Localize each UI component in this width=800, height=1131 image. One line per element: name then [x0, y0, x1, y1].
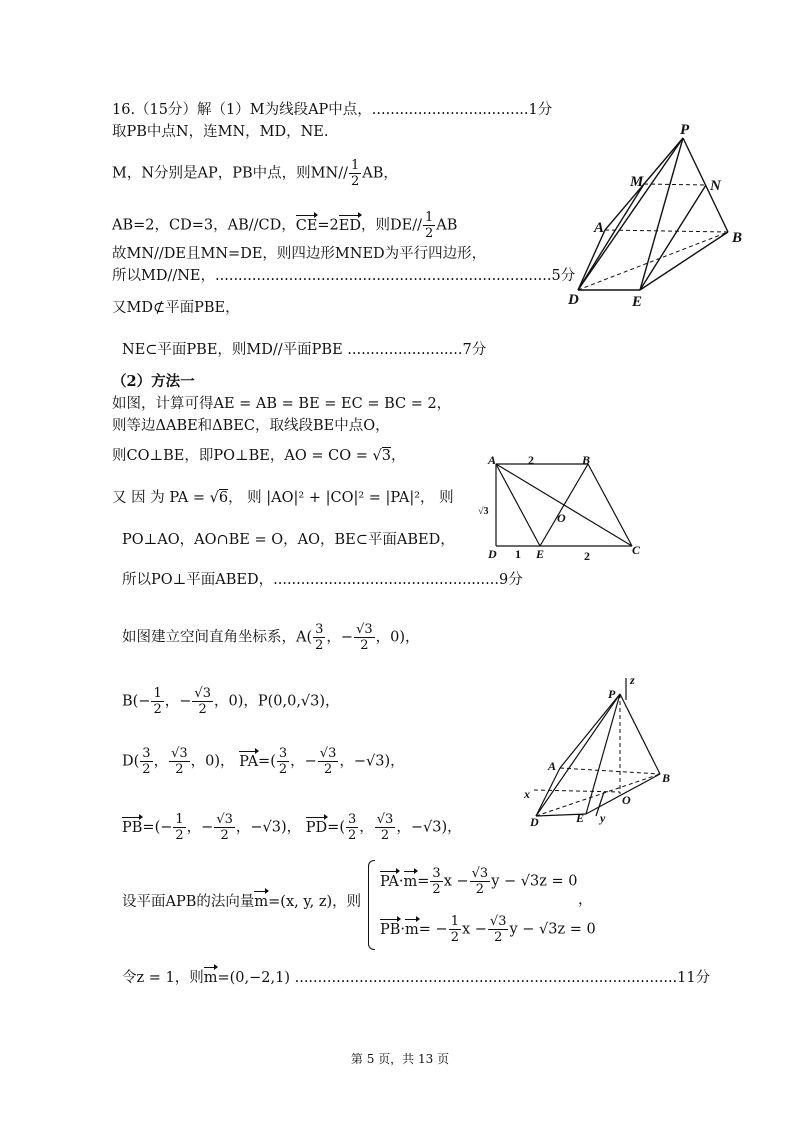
- svg-text:A: A: [488, 453, 497, 467]
- line-14: PO⊥AO，AO∩BE = O，AO，BE⊂平面ABED，: [122, 532, 455, 548]
- figure-3-coordinate-pyramid: [522, 670, 682, 830]
- edge-pd: [578, 138, 683, 290]
- label-e: E: [632, 294, 643, 310]
- line-12: 则CO⊥BE，即PO⊥BE，AO = CO = √3，: [112, 448, 406, 464]
- edge-pe: [640, 138, 683, 290]
- line-11: 则等边ΔABE和ΔBEC，取线段BE中点O，: [112, 418, 390, 434]
- svg-text:√3: √3: [478, 506, 489, 517]
- page-footer: 第 5 页，共 13 页: [350, 1052, 450, 1066]
- equation-1: PA·m= $\frac{3}{2}$ x − $\frac{√3}{2}$ y − √3z = 0: [380, 866, 578, 897]
- line-6: 所以MD//NE，.........................................................................5分: [112, 268, 576, 284]
- svg-text:A: A: [548, 759, 557, 773]
- edge-en: [640, 185, 706, 290]
- label-m: M: [630, 174, 644, 190]
- line-8: NE⊂平面PBE，则MD//平面PBE .........................7分: [122, 342, 487, 358]
- svg-text:1: 1: [515, 547, 521, 561]
- equation-comma: ，: [578, 892, 593, 908]
- line-5: 故MN//DE且MN=DE，则四边形MNED为平行四边形，: [112, 246, 487, 262]
- fraction: $\frac{1}{2}$: [350, 158, 360, 189]
- svg-text:P: P: [608, 687, 616, 701]
- vector-pa: PA: [239, 753, 259, 770]
- svg-text:2: 2: [528, 453, 534, 467]
- vector-ce: CE: [295, 217, 318, 234]
- line-16: 如图建立空间直角坐标系，A( $\frac{3}{2}$ ，− $\frac{√3}{2}$ ，0)，: [122, 622, 420, 653]
- label-p: P: [680, 122, 690, 138]
- label-n: N: [710, 178, 721, 194]
- svg-text:D: D: [530, 815, 539, 829]
- line-2: 取PB中点N，连MN，MD，NE.: [112, 124, 329, 140]
- line-19: PB=(− $\frac{1}{2}$ ，− $\frac{√3}{2}$ ，−√3)， PD=( $\frac{3}{2}$ ， $\frac{√3}{2}$ ，−√3)，: [122, 812, 462, 843]
- label-b: B: [732, 230, 743, 246]
- label-d: D: [568, 292, 579, 308]
- line-10: 如图，计算可得AE = AB = BE = EC = BC = 2，: [112, 396, 452, 412]
- line-17: B(− $\frac{1}{2}$ ，− $\frac{√3}{2}$ ，0)，P(0,0,√3)，: [122, 686, 340, 717]
- svg-text:B: B: [582, 453, 591, 467]
- svg-text:E: E: [576, 811, 585, 825]
- line-21: 令z = 1，则m=(0,−2,1) ...................................................................................11分: [122, 970, 711, 986]
- line-7: 又MD⊄平面PBE，: [112, 300, 240, 316]
- svg-text:x: x: [524, 787, 530, 801]
- figure-1-pyramid: [560, 118, 770, 318]
- svg-text:y: y: [600, 811, 606, 825]
- line-3: M，N分别是AP，PB中点，则MN// $\frac{1}{2}$ AB，: [112, 158, 398, 189]
- edge-ab: [605, 230, 728, 232]
- equation-brace: [368, 860, 375, 950]
- svg-text:B: B: [662, 771, 671, 785]
- edge-dm: [578, 184, 644, 290]
- svg-text:D: D: [488, 547, 497, 561]
- svg-text:O: O: [557, 511, 566, 525]
- line-15: 所以PO⊥平面ABED，.................................................9分: [122, 572, 523, 588]
- line-13: 又 因 为 PA = √6， 则 |AO|² + |CO|² = |PA|²， 则: [112, 490, 454, 506]
- edge-mn: [644, 184, 706, 185]
- svg-text:O: O: [622, 793, 631, 807]
- fraction: $\frac{1}{2}$: [424, 210, 434, 241]
- svg-text:z: z: [630, 673, 635, 687]
- vector-ed: ED: [338, 217, 361, 234]
- vector-pd: PD: [305, 819, 328, 836]
- equation-2: PB·m= − $\frac{1}{2}$ x − $\frac{√3}{2}$ y − √3z = 0: [380, 914, 596, 945]
- line-4: AB=2，CD=3，AB//CD，CE=2ED，则DE// $\frac{1}{2}$ AB: [112, 210, 458, 241]
- line-20: 设平面APB的法向量m=(x, y, z)，则: [122, 894, 362, 910]
- svg-text:E: E: [536, 547, 545, 561]
- svg-text:C: C: [632, 543, 641, 557]
- line-9: （2）方法一: [112, 373, 195, 390]
- label-a: A: [594, 220, 605, 236]
- figure-2-trapezoid: [472, 452, 648, 562]
- vector-pb: PB: [122, 819, 143, 836]
- vector-m: m: [254, 894, 269, 910]
- svg-text:2: 2: [584, 549, 590, 562]
- line-18: D( $\frac{3}{2}$ ， $\frac{√3}{2}$ ，0)， PA=( $\frac{3}{2}$ ，− $\frac{√3}{2}$ ，−√3)，: [122, 746, 405, 777]
- line-1: 16.（15分）解（1）M为线段AP中点，..................................1分: [112, 102, 553, 118]
